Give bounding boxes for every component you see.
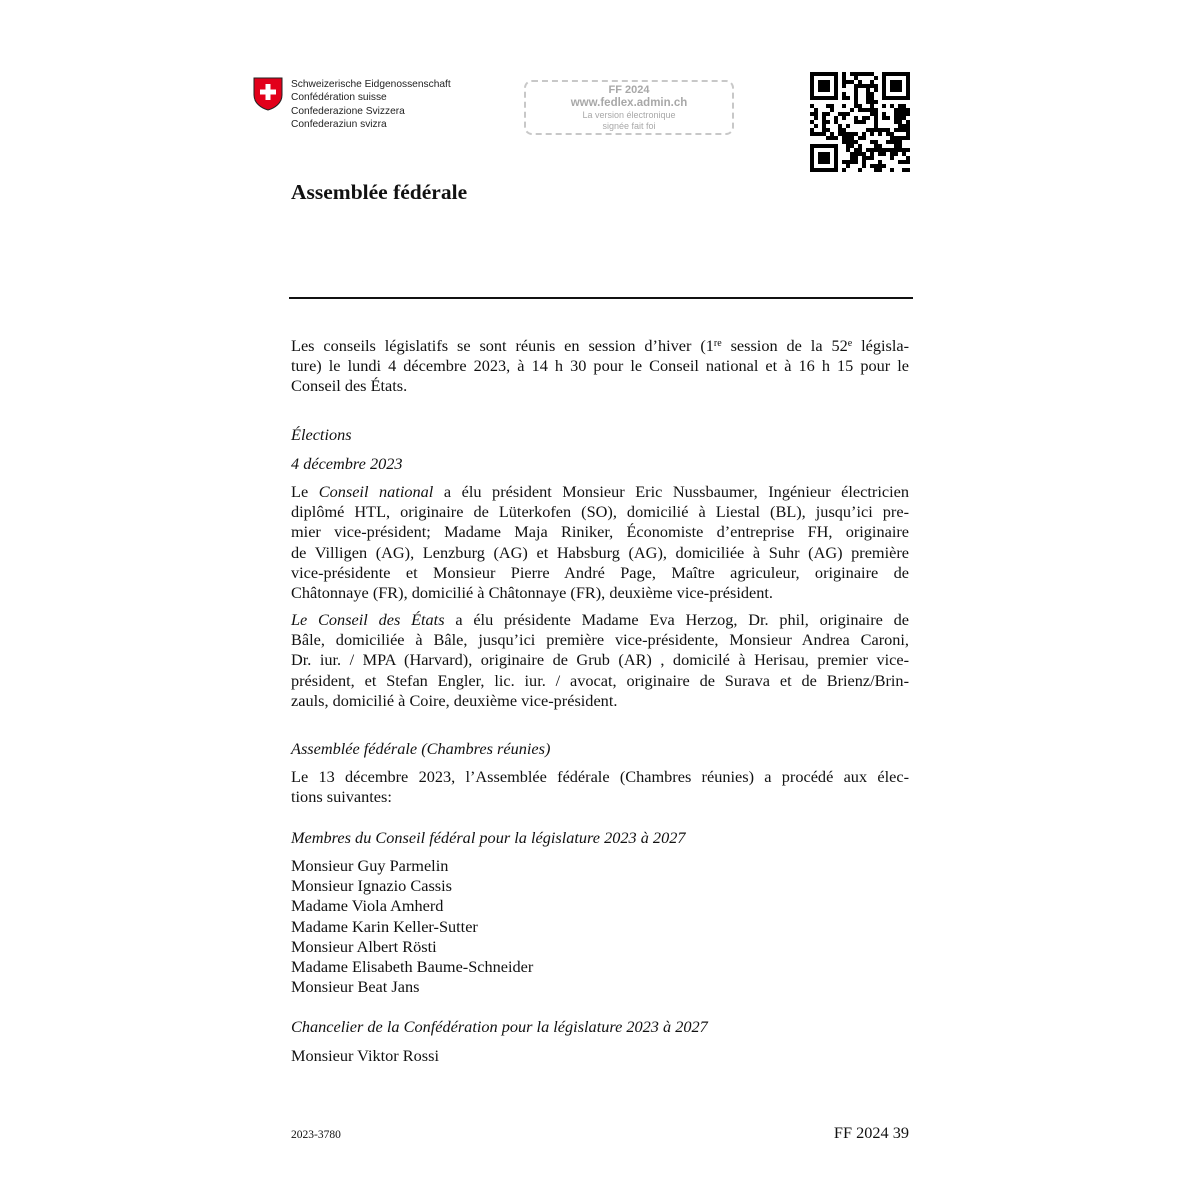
elections-heading: Élections bbox=[291, 425, 352, 444]
page-reference: FF 2024 39 bbox=[833, 1123, 909, 1142]
stamp-url: www.fedlex.admin.ch bbox=[570, 97, 688, 109]
list-item: Monsieur Beat Jans bbox=[291, 977, 420, 997]
federal-council-list bbox=[291, 856, 533, 997]
chancellor-heading: Chancelier de la Confédération pour la législature 2023 à 2027 bbox=[291, 1017, 708, 1036]
intro-line-1: Les conseils législatifs se sont réunis en session d’hiver (1re session de la 52e législa- bbox=[291, 336, 910, 355]
assembly-paragraph bbox=[291, 767, 909, 807]
federal-council-heading: Membres du Conseil fédéral pour la législature 2023 à 2027 bbox=[291, 828, 686, 847]
title-divider bbox=[289, 297, 913, 299]
cn-line-2: diplômé HTL, originaire de Lüterkofen (SO), domicilié à Liestal (BL), jusqu’ici pre- bbox=[291, 502, 909, 522]
intro-line-3: Conseil des États. bbox=[291, 376, 408, 396]
confederation-line: Confederaziun svizra bbox=[291, 119, 387, 131]
ce-line-4: président, et Stefan Engler, lic. iur. / avocat, originaire de Surava et de Brienz/Brin- bbox=[291, 670, 909, 690]
qr-code-icon bbox=[810, 72, 910, 172]
ce-line-2: Bâle, domiciliée à Bâle, jusqu’ici première vice-présidente, Monsieur Andrea Caroni, bbox=[291, 630, 909, 650]
confederation-line: Confederazione Svizzera bbox=[291, 105, 405, 117]
list-item: Monsieur Ignazio Cassis bbox=[291, 876, 452, 896]
national-council-paragraph bbox=[291, 482, 909, 603]
cn-line-1: Le Conseil national a élu président Monsieur Eric Nussbaumer, Ingénieur électricien bbox=[291, 482, 909, 501]
assembly-line-1: Le 13 décembre 2023, l’Assemblée fédérale (Chambres réunies) a procédé aux élec- bbox=[291, 767, 909, 786]
council-of-states-paragraph bbox=[291, 610, 909, 711]
elections-date: 4 décembre 2023 bbox=[291, 454, 403, 473]
assembly-heading: Assemblée fédérale (Chambres réunies) bbox=[291, 739, 551, 758]
cn-line-4: de Villigen (AG), Lenzburg (AG) et Habsburg (AG), domiciliée à Suhr (AG) première bbox=[291, 542, 909, 562]
list-item: Madame Karin Keller-Sutter bbox=[291, 916, 478, 936]
cn-line-6: Châtonnaye (FR), domicilié à Châtonnaye (FR), deuxième vice-président. bbox=[291, 583, 773, 603]
assembly-line-2: tions suivantes: bbox=[291, 787, 392, 807]
confederation-names bbox=[291, 78, 451, 132]
swiss-cross-shield-icon bbox=[253, 77, 283, 111]
list-item: Monsieur Guy Parmelin bbox=[291, 856, 449, 875]
ce-line-1: Le Conseil des États a élu présidente Madame Eva Herzog, Dr. phil, originaire de bbox=[291, 610, 910, 629]
chancellor-name bbox=[291, 1046, 439, 1066]
confederation-line: Schweizerische Eidgenossenschaft bbox=[291, 79, 451, 90]
list-item: Monsieur Viktor Rossi bbox=[291, 1046, 439, 1065]
list-item: Madame Viola Amherd bbox=[291, 896, 444, 916]
document-reference: 2023-3780 bbox=[291, 1129, 341, 1141]
list-item: Monsieur Albert Rösti bbox=[291, 936, 437, 956]
stamp-note-1: La version électronique bbox=[582, 110, 676, 120]
list-item: Madame Elisabeth Baume-Schneider bbox=[291, 957, 534, 977]
stamp-ff: FF 2024 bbox=[608, 84, 650, 96]
stamp-note-2: signée fait foi bbox=[602, 121, 656, 131]
ce-line-3: Dr. iur. / MPA (Harvard), originaire de Grub (AR) , domicilé à Herisau, premier vice- bbox=[291, 650, 909, 670]
ce-line-5: zauls, domicilié à Coire, deuxième vice-président. bbox=[291, 690, 618, 710]
intro-paragraph bbox=[291, 336, 909, 397]
cn-line-5: vice-présidente et Monsieur Pierre André Page, Maître agriculeur, originaire de bbox=[291, 562, 909, 582]
page-title: Assemblée fédérale bbox=[291, 180, 468, 204]
cn-line-3: mier vice-président; Madame Maja Riniker, Économiste d’entreprise FH, originaire bbox=[291, 522, 909, 542]
electronic-version-stamp bbox=[524, 80, 734, 135]
intro-line-2: ture) le lundi 4 décembre 2023, à 14 h 30 pour le Conseil national et à 16 h 15 pour le bbox=[291, 356, 909, 376]
confederation-line: Confédération suisse bbox=[291, 92, 387, 104]
